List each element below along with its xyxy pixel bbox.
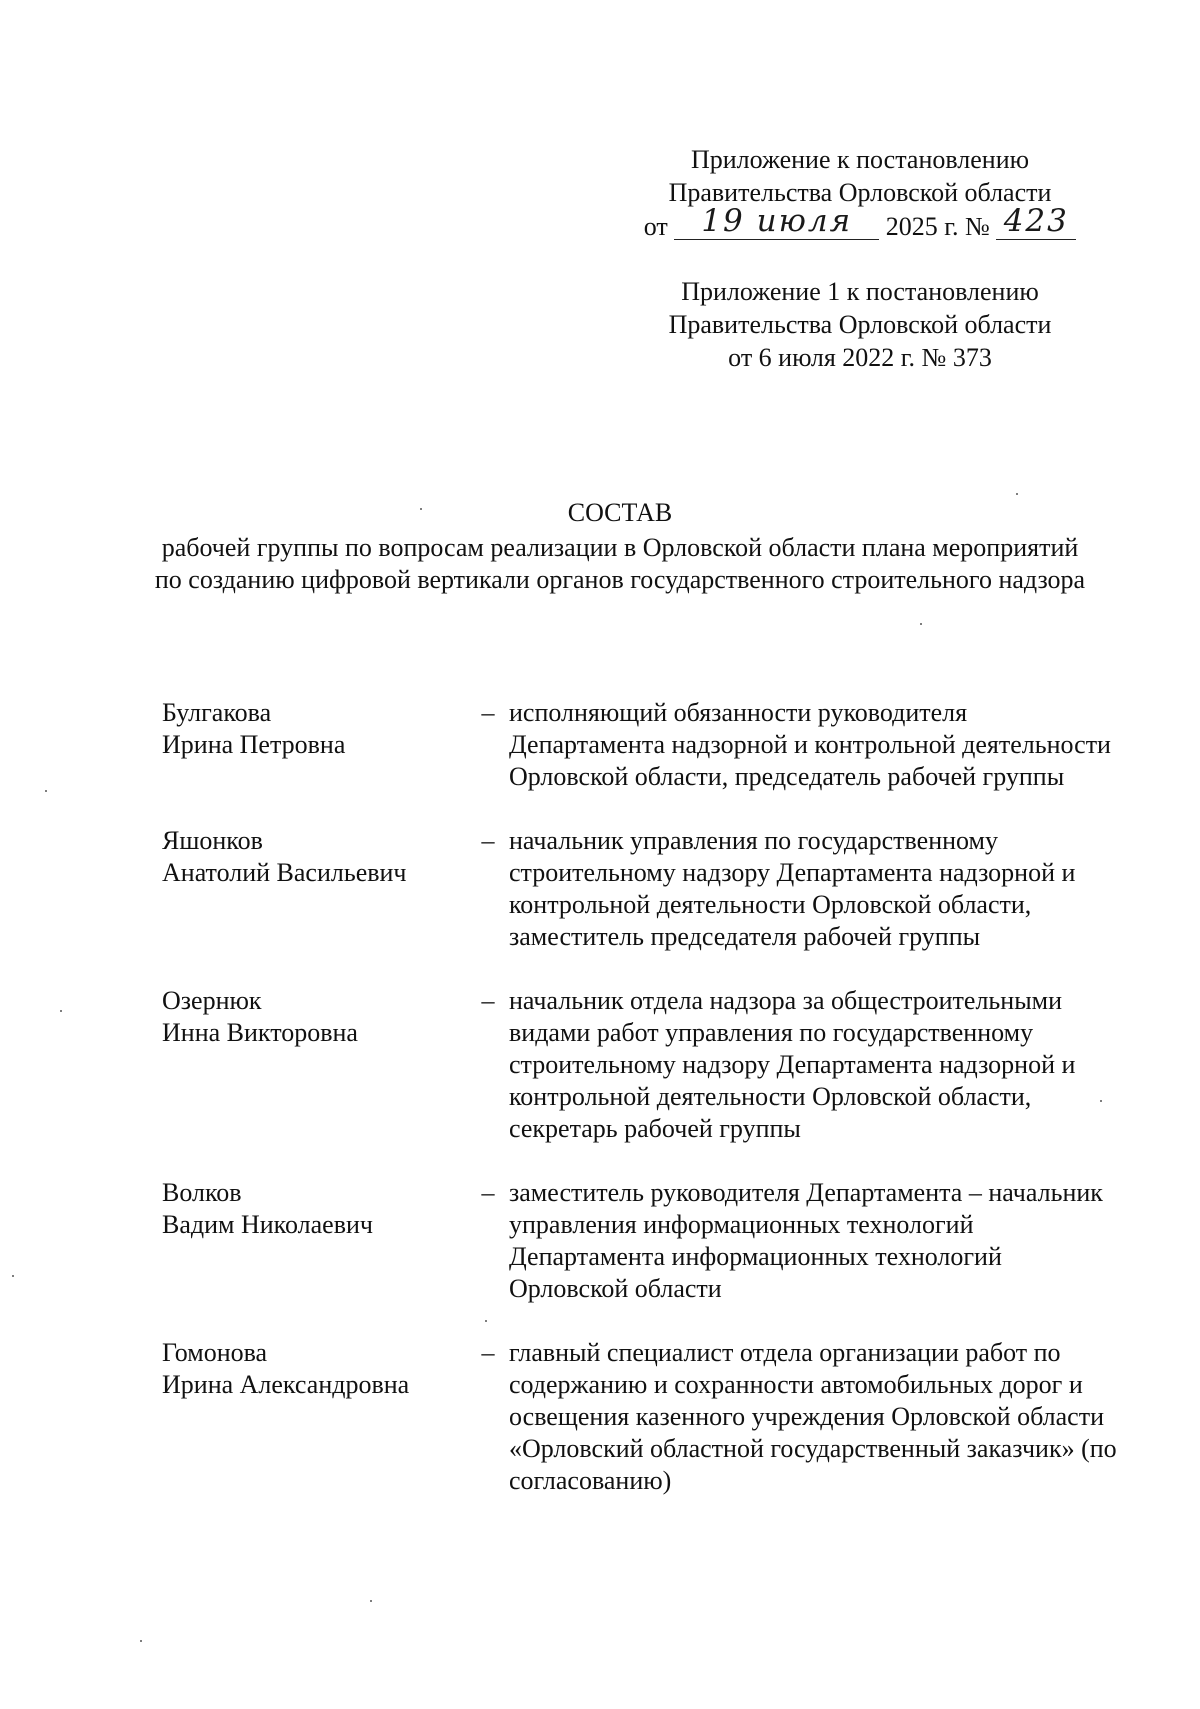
member-surname: Яшонков bbox=[162, 826, 263, 855]
member-dash: – bbox=[481, 986, 495, 1015]
appendix-original-line2: Правительства Орловской области bbox=[668, 310, 1052, 339]
appendix-original-line3: от 6 июля 2022 г. № 373 bbox=[728, 343, 992, 372]
date-underline bbox=[674, 239, 879, 240]
appendix-current-line1: Приложение к постановлению bbox=[690, 145, 1030, 174]
member-role: начальник управления по государственному строительному надзору Департамента надзорной и контрольной деятельности Орловской области, заместитель председателя рабочей группы bbox=[509, 826, 1076, 951]
scan-speck bbox=[920, 623, 922, 625]
member-name bbox=[162, 1337, 467, 1497]
member-role: главный специалист отдела организации работ по содержанию и сохранности автомобильных дорог и освещения казенного учреждения Орловской области «Орловский областной государственный заказчик» (по согласованию) bbox=[509, 1338, 1117, 1495]
scan-speck bbox=[420, 508, 422, 510]
title-heading: СОСТАВ bbox=[567, 498, 673, 527]
member-surname: Озернюк bbox=[162, 986, 262, 1015]
members-list bbox=[162, 697, 1122, 1529]
appendix-current-date-line bbox=[640, 203, 1080, 243]
appendix-original-header bbox=[640, 275, 1080, 374]
member-name bbox=[162, 1177, 467, 1305]
year-and-number-label: 2025 г. № bbox=[885, 212, 990, 241]
scan-speck bbox=[12, 1275, 14, 1277]
appendix-current-line2: Правительства Орловской области bbox=[668, 178, 1052, 207]
member-row bbox=[162, 1337, 1122, 1497]
scan-speck bbox=[140, 1640, 142, 1642]
member-surname: Гомонова bbox=[162, 1338, 268, 1367]
date-fill-line bbox=[674, 203, 879, 243]
number-underline bbox=[996, 239, 1076, 240]
member-name bbox=[162, 985, 467, 1145]
appendix-current-header bbox=[640, 143, 1080, 243]
scan-speck bbox=[60, 1010, 62, 1012]
document-title bbox=[150, 497, 1090, 596]
member-dash: – bbox=[481, 1338, 495, 1367]
scan-speck bbox=[45, 790, 47, 792]
appendix-original-line1: Приложение 1 к постановлению bbox=[681, 277, 1039, 306]
member-name bbox=[162, 825, 467, 953]
member-row bbox=[162, 985, 1122, 1145]
member-given-names: Инна Викторовна bbox=[162, 1018, 358, 1047]
member-row bbox=[162, 825, 1122, 953]
scan-speck bbox=[1016, 493, 1018, 495]
member-row bbox=[162, 1177, 1122, 1305]
handwritten-number: 423 bbox=[1003, 203, 1069, 239]
member-surname: Волков bbox=[162, 1178, 242, 1207]
handwritten-date: 19 июля bbox=[701, 203, 853, 239]
member-row bbox=[162, 697, 1122, 793]
member-dash: – bbox=[481, 698, 495, 727]
number-fill-line bbox=[996, 203, 1076, 243]
scan-speck bbox=[1100, 1100, 1102, 1102]
member-surname: Булгакова bbox=[162, 698, 272, 727]
date-prefix: от bbox=[643, 212, 668, 241]
member-dash: – bbox=[481, 826, 495, 855]
member-given-names: Ирина Александровна bbox=[162, 1370, 410, 1399]
member-role: начальник отдела надзора за общестроительными видами работ управления по государственному строительному надзору Департамента надзорной и контрольной деятельности Орловской области, секретарь рабочей группы bbox=[509, 986, 1076, 1143]
member-given-names: Вадим Николаевич bbox=[162, 1210, 373, 1239]
member-given-names: Ирина Петровна bbox=[162, 730, 346, 759]
member-role: исполняющий обязанности руководителя Департамента надзорной и контрольной деятельности Орловской области, председатель рабочей группы bbox=[509, 698, 1111, 791]
scan-speck bbox=[370, 1600, 372, 1602]
scan-speck bbox=[485, 1320, 487, 1322]
title-subtitle: рабочей группы по вопросам реализации в Орловской области плана мероприятий по созданию цифровой вертикали органов государственного строительного надзора bbox=[154, 533, 1086, 594]
member-dash: – bbox=[481, 1178, 495, 1207]
member-name bbox=[162, 697, 467, 793]
member-role: заместитель руководителя Департамента – начальник управления информационных технологий Департамента информационных технологий Орловской области bbox=[509, 1178, 1103, 1303]
member-given-names: Анатолий Васильевич bbox=[162, 858, 407, 887]
